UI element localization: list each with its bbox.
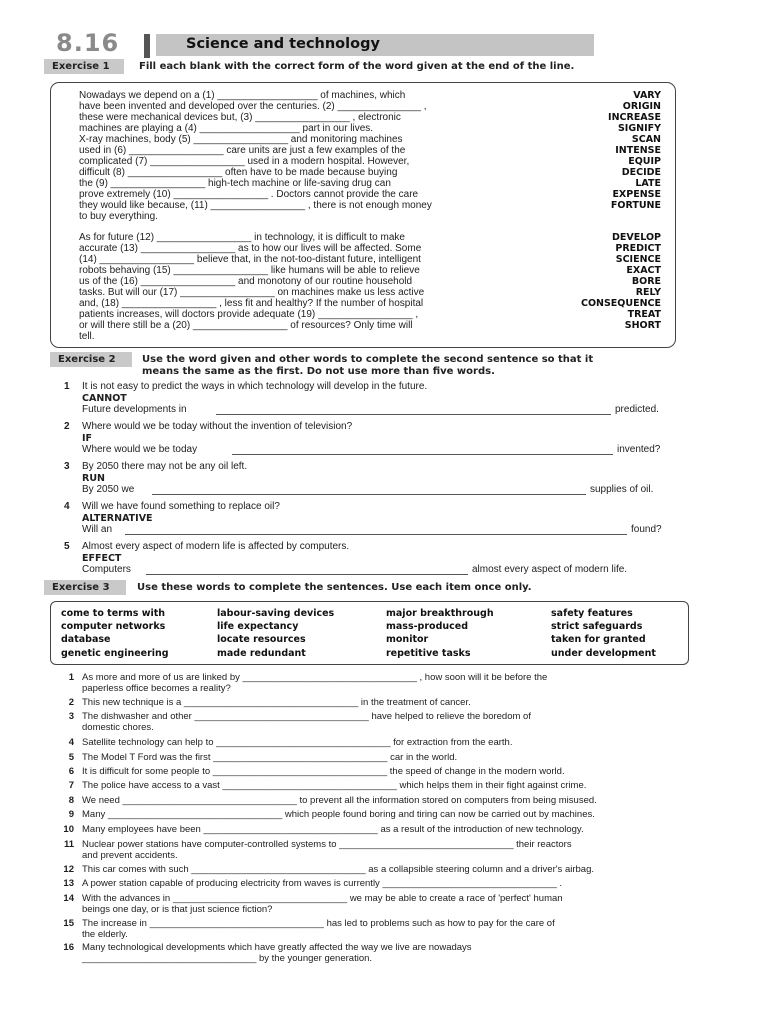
sentence-text[interactable]: Many _________________________________ which people found boring and tiring can now be carried out by machines.	[82, 809, 595, 820]
sentence-number: 15	[63, 918, 74, 929]
sentence-text-continued[interactable]: _________________________________ by the younger generation.	[82, 953, 373, 964]
stem-word: FORTUNE	[610, 200, 661, 211]
sentence-number: 14	[63, 893, 74, 904]
question-sentence: It is not easy to predict the ways in which technology will develop in the future.	[82, 381, 428, 392]
passage-line-text[interactable]: have been invented and developed over the centuries. (2) _______________ ,	[79, 101, 427, 112]
answer-blank[interactable]	[152, 494, 586, 495]
passage-line-text[interactable]: and, (18) _________________ , less fit and healthy? If the number of hospital	[79, 298, 424, 309]
question-number: 1	[64, 381, 70, 392]
sentence-text[interactable]: This new technique is a _________________________________ in the treatment of cancer.	[82, 697, 471, 708]
question-sentence: Will we have found something to replace oil?	[82, 501, 280, 512]
unit-number: 8.16	[56, 29, 120, 57]
sentence-text[interactable]: Many employees have been _________________________________ as a result of the introduction of new technology.	[82, 824, 584, 835]
sentence-text[interactable]: Many technological developments which have greatly affected the way we live are nowadays	[82, 942, 472, 953]
passage-line-text[interactable]: prove extremely (10) _________________ . Doctors cannot provide the care	[79, 189, 419, 200]
passage-line	[79, 287, 669, 298]
sentence-text[interactable]: This car comes with such _________________________________ as a collapsible steering column and a driver's airbag.	[82, 864, 594, 875]
stem-word: EQUIP	[628, 156, 661, 167]
passage-line	[79, 200, 669, 211]
word-bank-item: labour-saving devices	[217, 608, 335, 619]
sentence-text-continued[interactable]: the elderly.	[82, 929, 128, 940]
stem-word: SHORT	[624, 320, 661, 331]
key-word: RUN	[82, 473, 105, 484]
passage-line	[79, 265, 669, 276]
sentence-number: 9	[68, 809, 74, 820]
word-bank-item: genetic engineering	[61, 648, 169, 659]
stem-word: EXACT	[626, 265, 661, 276]
sentence-number: 2	[68, 697, 74, 708]
passage-line-text[interactable]: they would like because, (11) _________________ , there is not enough money	[79, 200, 432, 211]
answer-blank[interactable]	[125, 534, 627, 535]
passage-line-text[interactable]: patients increases, will doctors provide adequate (19) _________________ ,	[79, 309, 419, 320]
passage-line-text[interactable]: tell.	[79, 331, 95, 342]
header-divider	[144, 34, 150, 58]
key-word: CANNOT	[82, 393, 127, 404]
passage-line	[79, 134, 669, 145]
sentence-number: 11	[63, 839, 74, 850]
passage-line	[79, 320, 669, 331]
question-number: 5	[64, 541, 70, 552]
question-number: 3	[64, 461, 70, 472]
sentence-number: 10	[63, 824, 74, 835]
word-bank-box	[50, 601, 689, 665]
word-bank-item: repetitive tasks	[386, 648, 471, 659]
sentence-number: 16	[63, 942, 74, 953]
passage-line-text[interactable]: tasks. But will our (17) _________________ on machines make us less active	[79, 287, 425, 298]
sentence-text[interactable]: It is difficult for some people to _________________________________ the speed of change in the modern world.	[82, 766, 565, 777]
word-bank-item: mass-produced	[386, 621, 469, 632]
sentence-number: 5	[68, 752, 74, 763]
answer-end: predicted.	[615, 404, 659, 415]
sentence-text-continued[interactable]: paperless office becomes a reality?	[82, 683, 231, 694]
passage-line	[79, 243, 669, 254]
stem-word: INCREASE	[608, 112, 661, 123]
stem-word: RELY	[635, 287, 661, 298]
word-bank-item: taken for granted	[551, 634, 646, 645]
passage-line	[79, 123, 669, 134]
answer-start: Computers	[82, 564, 131, 575]
answer-end: almost every aspect of modern life.	[472, 564, 628, 575]
passage-line-text[interactable]: to buy everything.	[79, 211, 158, 222]
passage-line-text[interactable]: (14) _________________ believe that, in the not-too-distant future, intelligent	[79, 254, 421, 265]
sentence-number: 4	[68, 737, 74, 748]
sentence-number: 7	[68, 780, 74, 791]
answer-end: found?	[631, 524, 662, 535]
word-bank-item: strict safeguards	[551, 621, 643, 632]
passage-line	[79, 145, 669, 156]
word-bank-item: computer networks	[61, 621, 166, 632]
question-sentence: Almost every aspect of modern life is affected by computers.	[82, 541, 350, 552]
passage-line	[79, 298, 669, 309]
exercise-1-label: Exercise 1	[44, 59, 124, 74]
word-bank-item: database	[61, 634, 111, 645]
unit-header	[44, 29, 594, 57]
stem-word: SCIENCE	[615, 254, 661, 265]
passage-line-text[interactable]: As for future (12) _________________ in technology, it is difficult to make	[79, 232, 405, 243]
word-bank-item: locate resources	[217, 634, 306, 645]
passage-line	[79, 178, 669, 189]
passage-line	[79, 254, 669, 265]
exercise-2-instruction-line2: means the same as the first. Do not use more than five words.	[142, 366, 495, 377]
passage-line	[79, 211, 669, 222]
passage-line-text[interactable]: the (9) _________________ high-tech machine or life-saving drug can	[79, 178, 391, 189]
stem-word: TREAT	[627, 309, 661, 320]
answer-start: Will an	[82, 524, 113, 535]
stem-word: SIGNIFY	[617, 123, 661, 134]
sentence-text[interactable]: The dishwasher and other _________________________________ have helped to relieve the boredom of	[82, 711, 531, 722]
passage-line-text[interactable]: difficult (8) _________________ often have to be made because buying	[79, 167, 398, 178]
passage-line	[79, 101, 669, 112]
sentence-number: 6	[68, 766, 74, 777]
stem-word: CONSEQUENCE	[580, 298, 661, 309]
sentence-text[interactable]: With the advances in _________________________________ we may be able to create a race of 'perfect' human	[82, 893, 563, 904]
sentence-text[interactable]: As more and more of us are linked by _________________________________ , how soon will it be before the	[82, 672, 548, 683]
sentence-text-continued[interactable]: beings one day, or is that just science fiction?	[82, 904, 273, 915]
answer-end: supplies of oil.	[590, 484, 654, 495]
passage-line-text[interactable]: robots behaving (15) _________________ like humans will be able to relieve	[79, 265, 420, 276]
word-bank-item: monitor	[386, 634, 429, 645]
stem-word: SCAN	[631, 134, 661, 145]
key-word: EFFECT	[82, 553, 122, 564]
word-bank-item: under development	[551, 648, 656, 659]
sentence-number: 1	[68, 672, 74, 683]
stem-word: DEVELOP	[612, 232, 661, 243]
passage-line	[79, 167, 669, 178]
answer-end: invented?	[617, 444, 661, 455]
stem-word: INTENSE	[615, 145, 661, 156]
sentence-number: 8	[68, 795, 74, 806]
word-bank-item: major breakthrough	[386, 608, 494, 619]
answer-blank[interactable]	[232, 454, 613, 455]
stem-word: DECIDE	[621, 167, 661, 178]
passage-line	[79, 331, 669, 342]
sentence-number: 13	[63, 878, 74, 889]
question-sentence: Where would we be today without the invention of television?	[82, 421, 353, 432]
question-number: 2	[64, 421, 70, 432]
sentence-text[interactable]: A power station capable of producing electricity from waves is currently _________________________________ .	[82, 878, 563, 889]
word-bank-item: come to terms with	[61, 608, 166, 619]
stem-word: VARY	[633, 90, 661, 101]
sentence-number: 12	[63, 864, 74, 875]
exercise-3-instruction: Use these words to complete the sentences. Use each item once only.	[137, 582, 532, 593]
question-number: 4	[64, 501, 70, 512]
passage-line-text[interactable]: these were mechanical devices but, (3) _________________ , electronic	[79, 112, 401, 123]
passage-line-text[interactable]: complicated (7) _________________ used in a modern hospital. However,	[79, 156, 410, 167]
answer-blank[interactable]	[146, 574, 468, 575]
passage-line	[79, 232, 669, 243]
question-sentence: By 2050 there may not be any oil left.	[82, 461, 248, 472]
sentence-number: 3	[68, 711, 74, 722]
stem-word: PREDICT	[615, 243, 661, 254]
key-word: ALTERNATIVE	[82, 513, 153, 524]
word-bank-item: made redundant	[217, 648, 306, 659]
passage-line	[79, 112, 669, 123]
unit-title: Science and technology	[186, 36, 380, 52]
passage-line-text[interactable]: machines are playing a (4) __________________ part in our lives.	[79, 123, 374, 134]
passage-line	[79, 276, 669, 287]
exercise-1-text-box	[50, 82, 676, 348]
exercise-1-instruction: Fill each blank with the correct form of the word given at the end of the line.	[139, 61, 575, 72]
passage-line-text[interactable]: Nowadays we depend on a (1) __________________ of machines, which	[79, 90, 406, 101]
passage-line-text[interactable]: X-ray machines, body (5) _________________ and monitoring machines	[79, 134, 403, 145]
unit-title-bar	[156, 34, 594, 56]
sentence-text[interactable]: Satellite technology can help to _________________________________ for extraction from the earth.	[82, 737, 513, 748]
stem-word: BORE	[631, 276, 661, 287]
sentence-text[interactable]: Nuclear power stations have computer-controlled systems to _________________________________ their reactors	[82, 839, 572, 850]
passage-line-text[interactable]: us of the (16) _________________ and monotony of our routine household	[79, 276, 413, 287]
passage-line	[79, 156, 669, 167]
passage-line	[79, 90, 669, 101]
word-bank-item: life expectancy	[217, 621, 299, 632]
answer-blank[interactable]	[216, 414, 611, 415]
passage-line	[79, 309, 669, 320]
exercise-3-label: Exercise 3	[44, 580, 126, 595]
stem-word: ORIGIN	[622, 101, 661, 112]
key-word: IF	[82, 433, 93, 444]
word-bank-item: safety features	[551, 608, 633, 619]
exercise-2-label: Exercise 2	[50, 352, 132, 367]
passage-line	[79, 189, 669, 200]
sentence-text-continued[interactable]: and prevent accidents.	[82, 850, 178, 861]
exercise-2-instruction-line1: Use the word given and other words to complete the second sentence so that it	[142, 354, 594, 365]
sentence-text[interactable]: We need _________________________________ to prevent all the information stored on computers from being misused.	[82, 795, 597, 806]
stem-word: LATE	[635, 178, 661, 189]
passage-line-text[interactable]: accurate (13) _________________ as to how our lives will be affected. Some	[79, 243, 422, 254]
sentence-text[interactable]: The police have access to a vast _________________________________ which helps them in their fight against crime.	[82, 780, 587, 791]
passage-line-text[interactable]: used in (6) _________________ care units are just a few examples of the	[79, 145, 406, 156]
sentence-text-continued[interactable]: domestic chores.	[82, 722, 154, 733]
stem-word: EXPENSE	[612, 189, 661, 200]
answer-start: Future developments in	[82, 404, 187, 415]
passage-line-text[interactable]: or will there still be a (20) _________________ of resources? Only time will	[79, 320, 413, 331]
sentence-text[interactable]: The Model T Ford was the first _________________________________ car in the world.	[82, 752, 458, 763]
sentence-text[interactable]: The increase in _________________________________ has led to problems such as how to pay for the care of	[82, 918, 555, 929]
answer-start: Where would we be today	[82, 444, 198, 455]
answer-start: By 2050 we	[82, 484, 135, 495]
